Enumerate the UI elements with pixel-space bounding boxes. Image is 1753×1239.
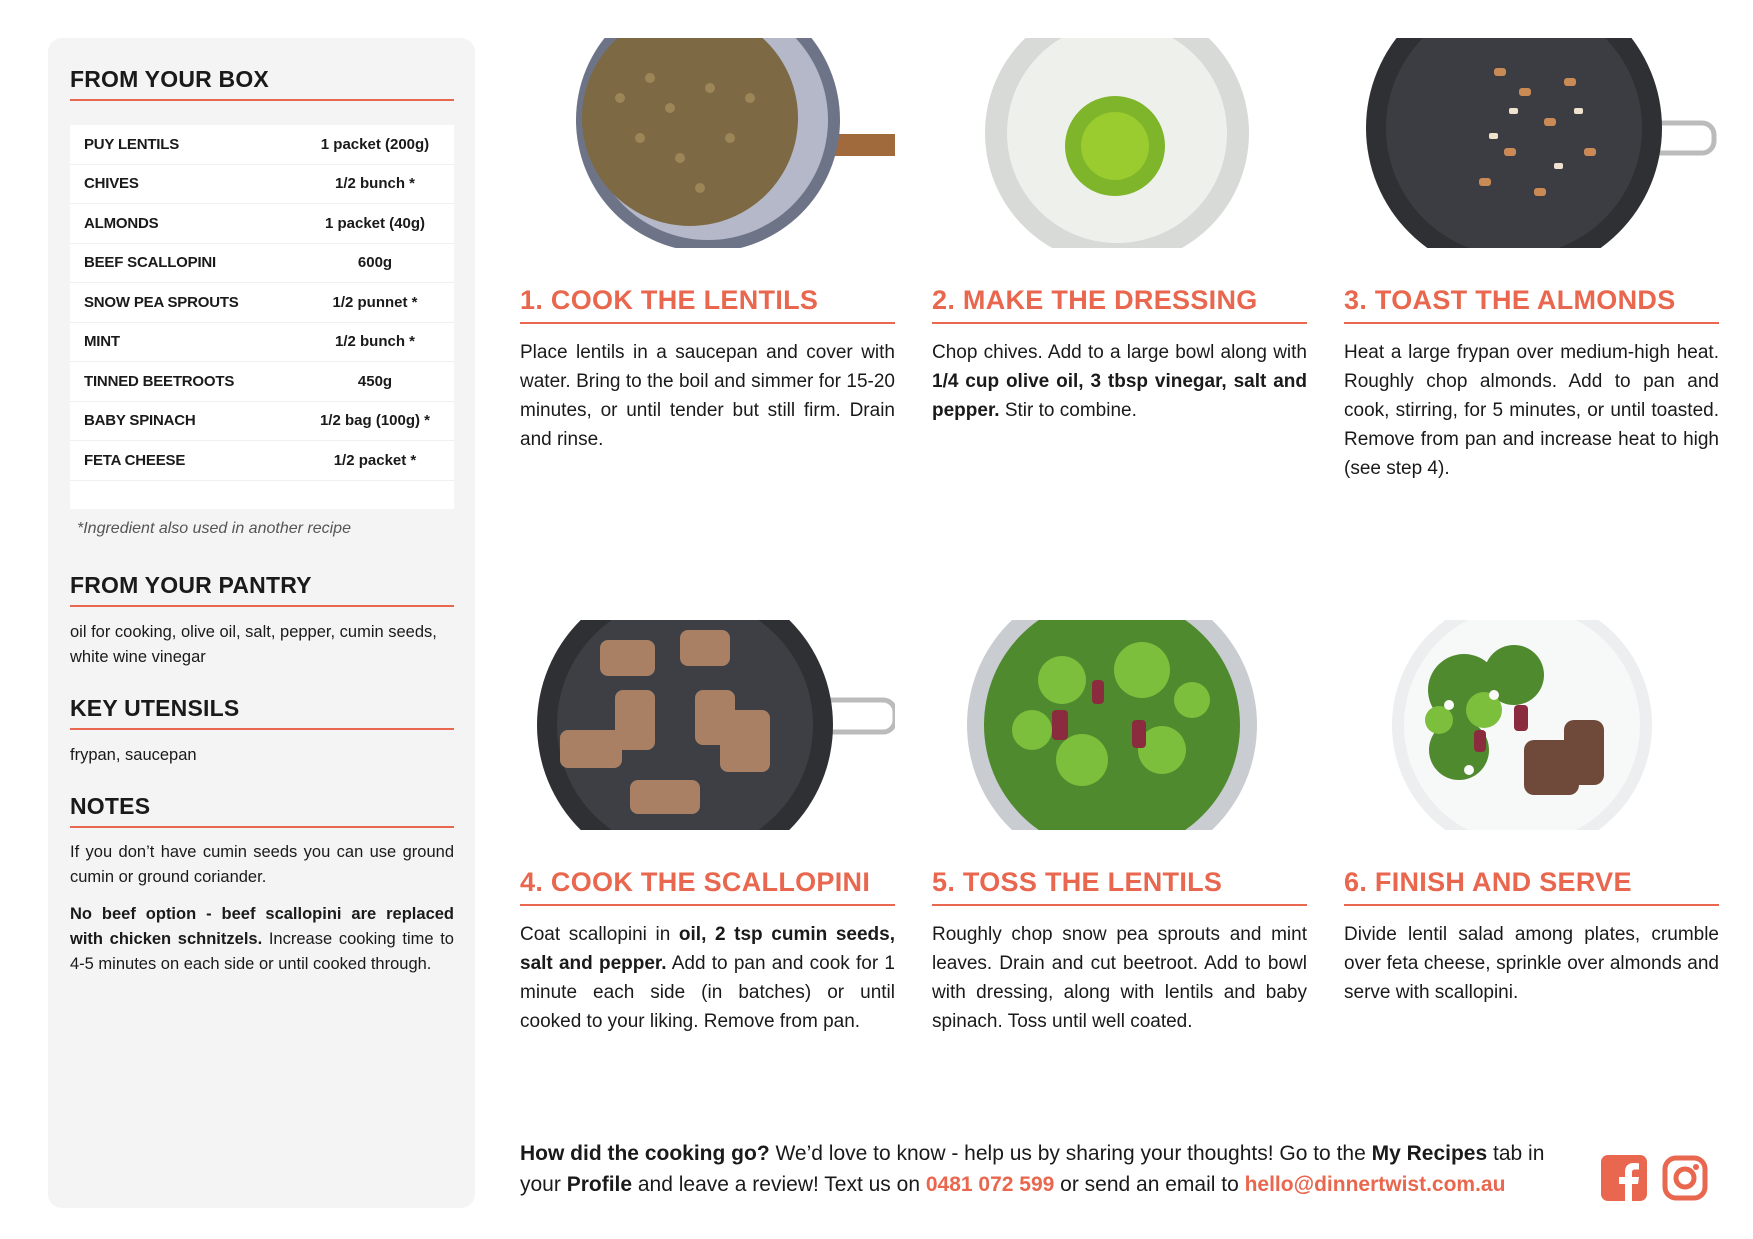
step-1-title: 1. COOK THE LENTILS: [520, 285, 895, 324]
step-text-part: Stir to combine.: [999, 400, 1137, 421]
ingredient-footnote: *Ingredient also used in another recipe: [77, 520, 351, 537]
lentils-in-sieve-photo: [520, 38, 895, 248]
ingredient-row: [70, 283, 454, 323]
feedback-question: How did the cooking go?: [520, 1142, 770, 1165]
ingredient-qty: 600g: [357, 254, 393, 272]
step-5-text: [932, 920, 1307, 1036]
ingredients-table: [70, 125, 454, 509]
profile-link-text: Profile: [566, 1173, 633, 1196]
ingredient-name: TINNED BEETROOTS: [84, 372, 235, 390]
facebook-icon[interactable]: [1601, 1155, 1647, 1206]
ingredient-qty: 1/2 bag (100g) *: [319, 412, 431, 430]
feedback-text: and leave a review! Text us on: [632, 1173, 926, 1196]
ingredient-qty: 1 packet (40g): [324, 214, 426, 232]
ingredient-row: [70, 244, 454, 284]
ingredient-row: [70, 165, 454, 205]
dressing-bowl-photo: [932, 38, 1307, 248]
email-link[interactable]: hello@dinnertwist.com.au: [1244, 1173, 1506, 1196]
ingredient-row: [70, 125, 454, 165]
ingredient-row: [70, 402, 454, 442]
scallopini-in-pan-photo: [520, 620, 895, 830]
step-text-part: Roughly chop snow pea sprouts and mint leaves. Drain and cut beetroot. Add to bowl with dressing, along with lentils and baby spinach. Toss until well coated.: [932, 924, 1307, 1032]
ingredient-name: FETA CHEESE: [84, 451, 186, 469]
ingredient-name: ALMONDS: [84, 214, 159, 232]
step-text-part: Chop chives. Add to a large bowl along with: [932, 342, 1307, 363]
step-text-part: Place lentils in a saucepan and cover with water. Bring to the boil and simmer for 15-20 minutes, or until tender but still firm. Drain and rinse.: [520, 342, 895, 450]
step-text-bold: 1/4 cup olive oil, 3 tbsp vinegar, salt and pepper.: [932, 371, 1307, 421]
ingredient-qty: 450g: [357, 372, 393, 390]
notes-paragraph-beef: [70, 902, 454, 977]
ingredient-qty: 1/2 punnet *: [332, 293, 418, 311]
notes-bold-text: No beef option - beef scallopini are replaced with chicken schnitzels.: [70, 905, 454, 948]
notes-text: Increase cooking time to 4-5 minutes on each side or until cooked through.: [70, 930, 454, 973]
ingredient-row: [70, 441, 454, 481]
step-3-text: [1344, 338, 1719, 483]
step-text-part: Coat scallopini in: [520, 924, 679, 945]
feedback-text: or send an email to: [1054, 1173, 1245, 1196]
my-recipes-link-text: My Recipes: [1371, 1142, 1488, 1165]
from-your-pantry-title: FROM YOUR PANTRY: [70, 572, 454, 607]
almonds-in-pan-photo: [1344, 38, 1719, 248]
feedback-text: tab in your: [520, 1142, 1545, 1196]
ingredient-name: BEEF SCALLOPINI: [84, 254, 217, 272]
step-text-part: Add to pan and cook for 1 minute each side (in batches) or until cooked to your liking. Remove from pan.: [520, 953, 895, 1032]
ingredient-name: PUY LENTILS: [84, 135, 180, 153]
pantry-list: oil for cooking, olive oil, salt, pepper, cumin seeds, white wine vinegar: [70, 623, 437, 666]
ingredient-name: SNOW PEA SPROUTS: [84, 293, 239, 311]
step-6-title: 6. FINISH AND SERVE: [1344, 867, 1719, 906]
step-text-part: Heat a large frypan over medium-high heat. Roughly chop almonds. Add to pan and cook, stirring, for 5 minutes, or until toasted. Remove from pan and increase heat to high (see step 4).: [1344, 342, 1719, 479]
step-3-title: 3. TOAST THE ALMONDS: [1344, 285, 1719, 324]
key-utensils-title: KEY UTENSILS: [70, 695, 454, 730]
plated-dish-photo: [1344, 620, 1719, 830]
step-text-bold: oil, 2 tsp cumin seeds, salt and pepper.: [520, 924, 895, 974]
ingredient-qty: 1 packet (200g): [320, 135, 430, 153]
notes-paragraph: If you don’t have cumin seeds you can use ground cumin or ground coriander.: [70, 843, 454, 886]
ingredient-name: CHIVES: [84, 175, 139, 193]
instagram-icon[interactable]: [1662, 1155, 1708, 1206]
step-3: [1344, 38, 1719, 479]
step-6-text: [1344, 920, 1719, 1007]
phone-number[interactable]: 0481 072 599: [925, 1173, 1055, 1196]
ingredient-row: [70, 323, 454, 363]
ingredient-qty: 1/2 bunch *: [334, 175, 416, 193]
step-text-part: Divide lentil salad among plates, crumble over feta cheese, sprinkle over almonds and serve with scallopini.: [1344, 924, 1719, 1003]
from-your-box-title: FROM YOUR BOX: [70, 66, 454, 101]
step-4-text: [520, 920, 895, 1036]
step-2: [932, 38, 1307, 421]
step-4-title: 4. COOK THE SCALLOPINI: [520, 867, 895, 906]
feedback-text: We’d love to know - help us by sharing your thoughts! Go to the: [769, 1142, 1372, 1165]
step-4: [520, 620, 895, 1032]
ingredient-qty: 1/2 packet *: [333, 451, 417, 469]
ingredient-name: BABY SPINACH: [84, 412, 196, 430]
ingredient-row: [70, 362, 454, 402]
step-5-title: 5. TOSS THE LENTILS: [932, 867, 1307, 906]
step-2-text: [932, 338, 1307, 425]
step-5: [932, 620, 1307, 1032]
feedback-message: [520, 1138, 1580, 1200]
step-2-title: 2. MAKE THE DRESSING: [932, 285, 1307, 324]
ingredient-row: [70, 204, 454, 244]
ingredient-name: MINT: [84, 333, 120, 351]
salad-bowl-photo: [932, 620, 1307, 830]
ingredient-qty: 1/2 bunch *: [334, 333, 416, 351]
utensils-list: frypan, saucepan: [70, 746, 197, 764]
step-1-text: [520, 338, 895, 454]
step-6: [1344, 620, 1719, 1003]
step-1: [520, 38, 895, 450]
notes-title: NOTES: [70, 793, 454, 828]
